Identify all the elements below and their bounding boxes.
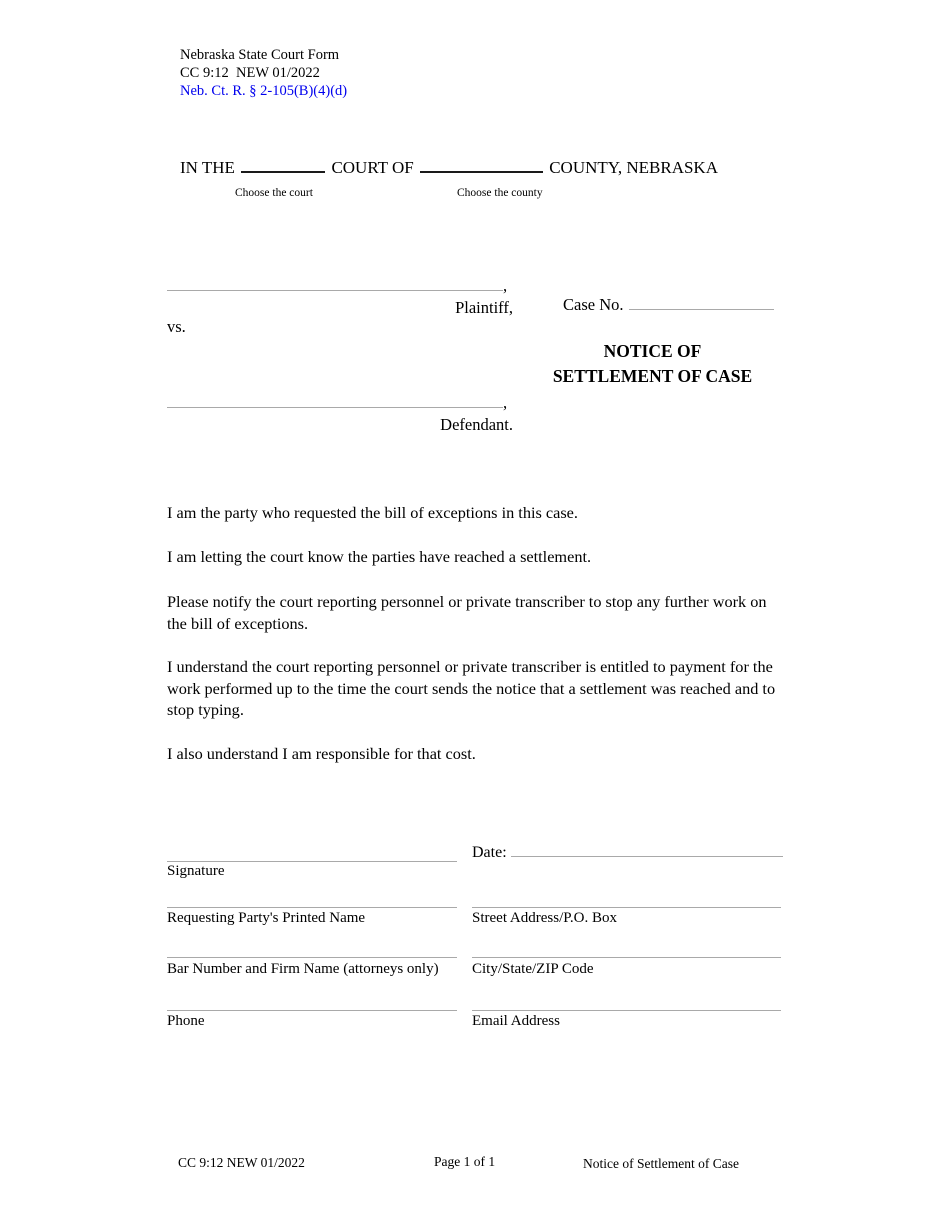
- phone-label: Phone: [167, 1013, 205, 1029]
- court-name-field[interactable]: [241, 157, 325, 173]
- bar-number-field[interactable]: [167, 937, 457, 958]
- body-paragraph: Please notify the court reporting personnel or private transcriber to stop any further work on the bill of exceptions.: [167, 592, 767, 633]
- case-number-field[interactable]: [629, 294, 774, 310]
- case-no-label: Case No.: [563, 295, 624, 314]
- case-number-row: [563, 294, 774, 314]
- form-number-line: CC 9:12 NEW 01/2022: [180, 65, 320, 81]
- signature-field[interactable]: [167, 841, 457, 862]
- email-label: Email Address: [472, 1013, 560, 1029]
- choose-court-hint: Choose the court: [235, 187, 313, 199]
- plaintiff-name-field[interactable]: [167, 270, 503, 291]
- court-caption: [180, 157, 800, 199]
- choose-county-hint: Choose the county: [457, 187, 543, 199]
- caption-court-of: COURT OF: [331, 158, 414, 177]
- defendant-caption: [167, 387, 513, 436]
- city-state-zip-label: City/State/ZIP Code: [472, 961, 594, 977]
- form-header: [180, 46, 347, 100]
- phone-field[interactable]: [167, 990, 457, 1011]
- body-paragraph: I am the party who requested the bill of exceptions in this case.: [167, 503, 578, 522]
- printed-name-label: Requesting Party's Printed Name: [167, 910, 366, 926]
- footer-form-number: CC 9:12 NEW 01/2022: [178, 1155, 305, 1170]
- document-title-line2: SETTLEMENT OF CASE: [552, 366, 753, 386]
- caption-county-nebraska: COUNTY, NEBRASKA: [549, 158, 718, 177]
- email-field[interactable]: [472, 990, 781, 1011]
- defendant-label: Defendant.: [440, 415, 513, 434]
- vs-label: vs.: [167, 317, 186, 336]
- body-paragraph: I also understand I am responsible for that cost.: [167, 744, 476, 763]
- date-row: [472, 840, 783, 862]
- street-address-label: Street Address/P.O. Box: [472, 910, 618, 926]
- document-title: [536, 339, 769, 389]
- plaintiff-comma: ,: [503, 276, 508, 295]
- body-paragraph: I understand the court reporting personnel or private transcriber is entitled to payment for the work performed up to the time the court sends the notice that a settlement was reached and to stop typing.: [167, 657, 776, 719]
- plaintiff-label: Plaintiff,: [455, 298, 513, 317]
- footer-document-title: Notice of Settlement of Case: [583, 1156, 739, 1171]
- court-rule-link[interactable]: Neb. Ct. R. § 2-105(B)(4)(d): [180, 83, 348, 99]
- printed-name-field[interactable]: [167, 887, 457, 908]
- city-state-zip-field[interactable]: [472, 937, 781, 958]
- form-source-line: Nebraska State Court Form: [180, 47, 340, 63]
- defendant-comma: ,: [503, 393, 508, 412]
- defendant-name-field[interactable]: [167, 387, 503, 408]
- date-field[interactable]: [511, 840, 783, 857]
- county-name-field[interactable]: [420, 157, 543, 173]
- signature-label: Signature: [167, 863, 225, 879]
- street-address-field[interactable]: [472, 887, 781, 908]
- body-paragraph: I am letting the court know the parties have reached a settlement.: [167, 547, 592, 566]
- footer-page-number: Page 1 of 1: [434, 1154, 496, 1169]
- date-label: Date:: [472, 844, 507, 861]
- caption-in-the: IN THE: [180, 158, 235, 177]
- document-title-line1: NOTICE OF: [603, 341, 702, 361]
- bar-number-label: Bar Number and Firm Name (attorneys only): [167, 961, 439, 977]
- plaintiff-caption: [167, 270, 513, 319]
